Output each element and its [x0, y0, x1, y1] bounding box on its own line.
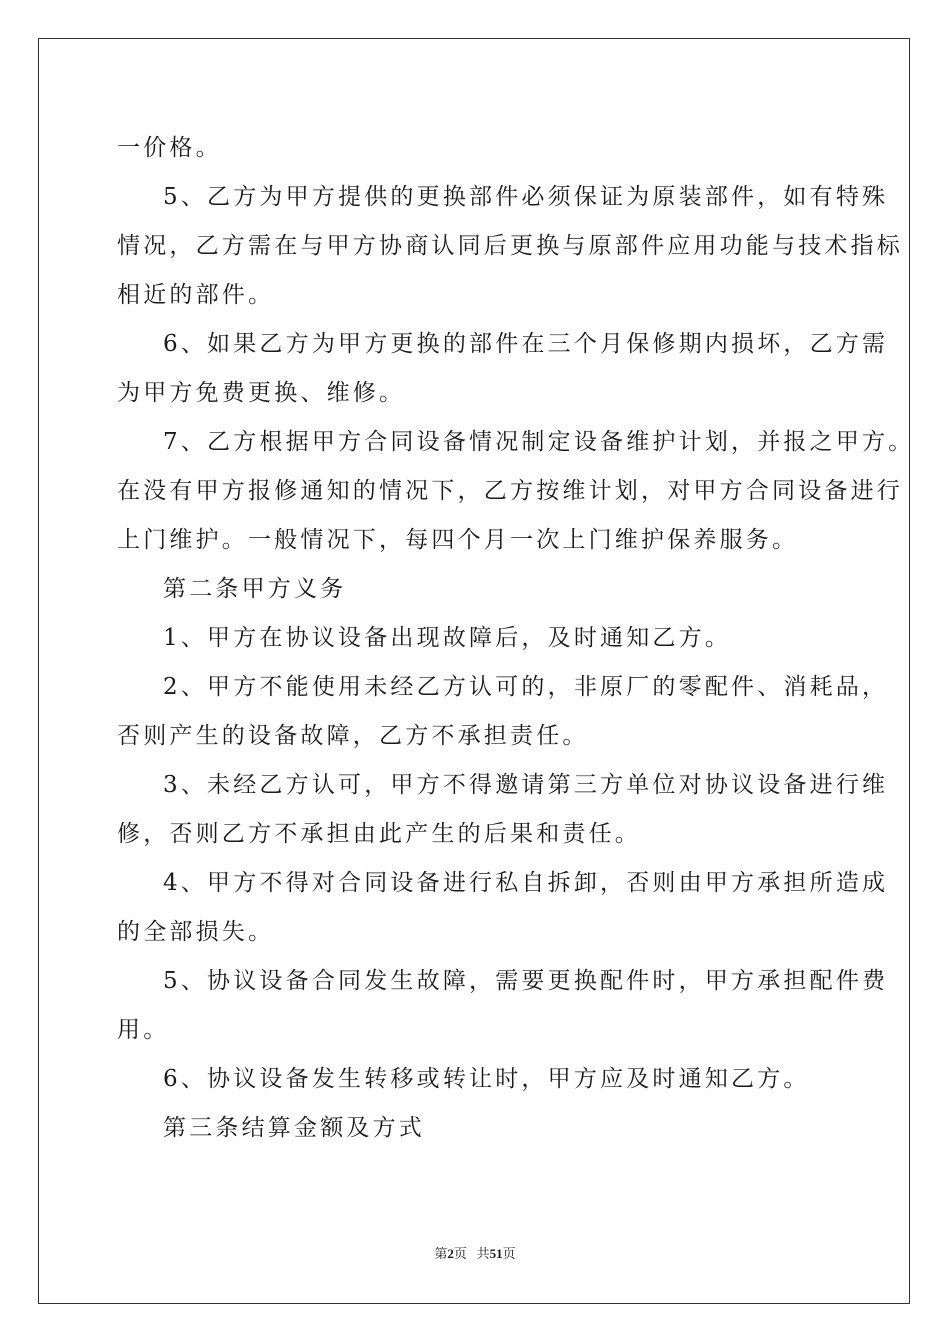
footer-page-suffix: 页 — [453, 1246, 467, 1261]
text-line: 上门维护。一般情况下，每四个月一次上门维护保养服务。 — [117, 527, 799, 553]
footer-total-prefix: 共 — [476, 1246, 490, 1261]
text-line: 4、甲方不得对合同设备进行私自拆卸，否则由甲方承担所造成 — [163, 870, 889, 896]
text-line: 5、协议设备合同发生故障，需要更换配件时，甲方承担配件费 — [163, 968, 889, 994]
page-footer — [0, 1243, 950, 1262]
text-line: 6、如果乙方为甲方更换的部件在三个月保修期内损坏，乙方需 — [163, 331, 889, 357]
total-pages-number: 51 — [489, 1246, 503, 1261]
document-body — [117, 124, 915, 1153]
text-line: 在没有甲方报修通知的情况下，乙方按维计划，对甲方合同设备进行 — [117, 478, 903, 504]
text-line: 5、乙方为甲方提供的更换部件必须保证为原装部件，如有特殊 — [163, 184, 889, 210]
current-page-number: 2 — [447, 1246, 454, 1261]
text-line: 用。 — [117, 1017, 170, 1043]
text-line: 的全部损失。 — [117, 919, 275, 945]
text-line: 否则产生的设备故障，乙方不承担责任。 — [117, 723, 589, 749]
text-line: 情况，乙方需在与甲方协商认同后更换与原部件应用功能与技术指标 — [117, 233, 903, 259]
text-line: 2、甲方不能使用未经乙方认可的，非原厂的零配件、消耗品， — [163, 674, 889, 700]
text-line: 一价格。 — [117, 135, 222, 161]
text-line: 相近的部件。 — [117, 282, 275, 308]
text-line: 为甲方免费更换、维修。 — [117, 380, 406, 406]
text-line: 3、未经乙方认可，甲方不得邀请第三方单位对协议设备进行维 — [163, 772, 889, 798]
section-heading: 第三条结算金额及方式 — [163, 1115, 425, 1141]
text-line: 1、甲方在协议设备出现故障后，及时通知乙方。 — [163, 625, 732, 651]
text-line: 6、协议设备发生转移或转让时，甲方应及时通知乙方。 — [163, 1066, 810, 1092]
footer-total-suffix: 页 — [502, 1246, 516, 1261]
section-heading: 第二条甲方义务 — [163, 576, 347, 602]
text-line: 修，否则乙方不承担由此产生的后果和责任。 — [117, 821, 641, 847]
text-line: 7、乙方根据甲方合同设备情况制定设备维护计划，并报之甲方。 — [163, 429, 915, 455]
footer-prefix: 第 — [434, 1246, 448, 1261]
